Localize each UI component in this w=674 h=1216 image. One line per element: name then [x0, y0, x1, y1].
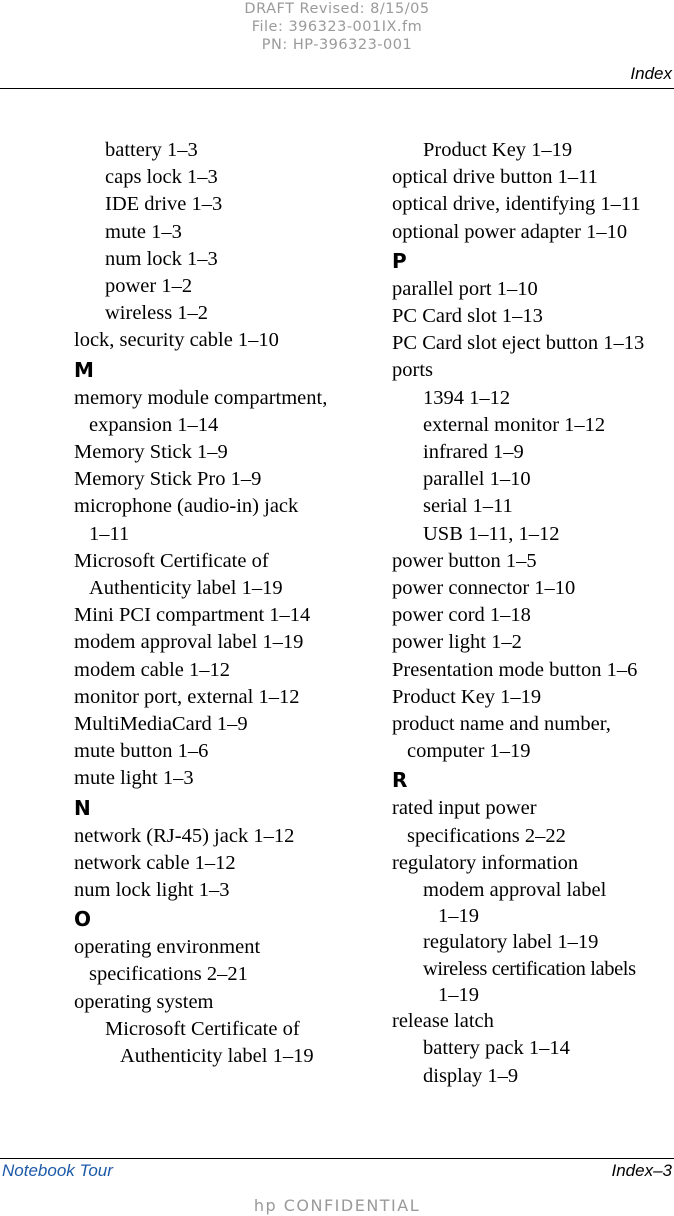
- index-entry-text: wireless certification labels: [423, 958, 636, 981]
- index-entry: optical drive, identifying 1–11: [392, 193, 641, 216]
- section-letter-m: M: [74, 357, 94, 382]
- index-entry: display 1–9: [423, 1064, 519, 1087]
- index-entry: power connector 1–10: [392, 577, 576, 600]
- section-letter-r: R: [392, 768, 408, 793]
- index-entry: optical drive button 1–11: [392, 166, 598, 189]
- index-entry: mute light 1–3: [74, 767, 194, 790]
- index-entry: num lock 1–3: [105, 247, 218, 270]
- index-entry: Microsoft Certificate of: [74, 549, 269, 572]
- footer-page-number: Index–3: [611, 1161, 672, 1180]
- index-entry: [392, 956, 674, 982]
- index-entry: IDE drive 1–3: [105, 193, 223, 216]
- index-entry: USB 1–11, 1–12: [423, 522, 560, 545]
- index-entry: parallel 1–10: [423, 468, 531, 491]
- index-entry: 1394 1–12: [423, 386, 511, 409]
- index-entry: MultiMediaCard 1–9: [74, 713, 248, 736]
- index-entry: Microsoft Certificate of: [105, 1017, 300, 1040]
- index-entry: parallel port 1–10: [392, 277, 538, 300]
- justified-line: [74, 385, 352, 412]
- index-entry: wireless 1–2: [105, 302, 209, 325]
- index-entry-continued: 1–19: [438, 905, 479, 928]
- index-entry: ports: [392, 359, 433, 382]
- index-entry-continued: 1–11: [89, 522, 130, 545]
- index-entry: product name and number,: [392, 713, 611, 736]
- index-entry: Presentation mode button 1–6: [392, 658, 638, 681]
- index-entry: modem approval label: [423, 879, 607, 902]
- index-entry: network (RJ-45) jack 1–12: [74, 824, 295, 847]
- section-letter-n: N: [74, 795, 91, 820]
- section-letter-p: P: [392, 248, 407, 273]
- draft-file: File: 396323-001IX.fm: [251, 19, 423, 35]
- draft-pn: PN: HP-396323-001: [261, 37, 413, 53]
- draft-stamp: [0, 0, 674, 54]
- index-entry: mute 1–3: [105, 220, 182, 243]
- index-entry: [74, 385, 356, 412]
- index-entry: power button 1–5: [392, 549, 537, 572]
- index-entry-text: memory module compartment,: [74, 386, 328, 409]
- index-entry: Memory Stick 1–9: [74, 441, 228, 464]
- index-entry: operating system: [74, 990, 214, 1013]
- index-entry: Product Key 1–19: [423, 139, 573, 161]
- index-entry: regulatory information: [392, 851, 579, 874]
- index-entry: external monitor 1–12: [423, 413, 606, 436]
- index-column-left: [74, 137, 356, 1070]
- index-entry: Mini PCI compartment 1–14: [74, 604, 311, 627]
- index-entry: lock, security cable 1–10: [74, 329, 279, 352]
- index-entry: mute button 1–6: [74, 740, 209, 763]
- index-entry-continued: specifications 2–21: [89, 963, 248, 986]
- confidential-notice: hp CONFIDENTIAL: [253, 1196, 421, 1215]
- index-entry: battery 1–3: [105, 139, 198, 161]
- index-entry: network cable 1–12: [74, 851, 236, 874]
- index-entry-continued: specifications 2–22: [407, 824, 566, 847]
- index-entry: modem cable 1–12: [74, 658, 230, 681]
- index-entry-continued: Authenticity label 1–19: [120, 1045, 314, 1068]
- index-entry: Product Key 1–19: [392, 685, 542, 708]
- index-entry: release latch: [392, 1010, 494, 1033]
- footer-chapter-title: Notebook Tour: [2, 1161, 113, 1180]
- index-entry: monitor port, external 1–12: [74, 685, 300, 708]
- index-entry: battery pack 1–14: [423, 1037, 570, 1060]
- index-entry-continued: 1–19: [438, 984, 479, 1007]
- index-entry-continued: computer 1–19: [407, 740, 531, 763]
- index-column-right: [392, 137, 674, 1090]
- index-entry-continued: expansion 1–14: [89, 413, 219, 436]
- index-entry: PC Card slot 1–13: [392, 305, 543, 328]
- index-entry: operating environment: [74, 936, 261, 959]
- index-entry: Memory Stick Pro 1–9: [74, 468, 262, 491]
- index-entry: serial 1–11: [423, 495, 513, 518]
- index-entry: power cord 1–18: [392, 604, 531, 627]
- index-entry-continued: Authenticity label 1–19: [89, 577, 283, 600]
- index-entry: PC Card slot eject button 1–13: [392, 332, 645, 355]
- index-entry: power light 1–2: [392, 631, 522, 654]
- index-entry: num lock light 1–3: [74, 879, 230, 902]
- index-entry: infrared 1–9: [423, 441, 524, 464]
- index-entry: modem approval label 1–19: [74, 631, 304, 654]
- index-entry: caps lock 1–3: [105, 166, 218, 189]
- index-entry: optional power adapter 1–10: [392, 220, 628, 243]
- draft-revised: DRAFT Revised: 8/15/05: [244, 1, 430, 17]
- header-divider: [0, 88, 674, 89]
- footer-divider: [0, 1158, 674, 1159]
- section-letter-o: O: [74, 907, 92, 932]
- index-entry: microphone (audio-in) jack: [74, 495, 299, 518]
- index-entry: regulatory label 1–19: [423, 931, 599, 954]
- index-entry: power 1–2: [105, 275, 193, 298]
- index-entry: rated input power: [392, 797, 537, 820]
- page-header-title: Index: [630, 64, 672, 83]
